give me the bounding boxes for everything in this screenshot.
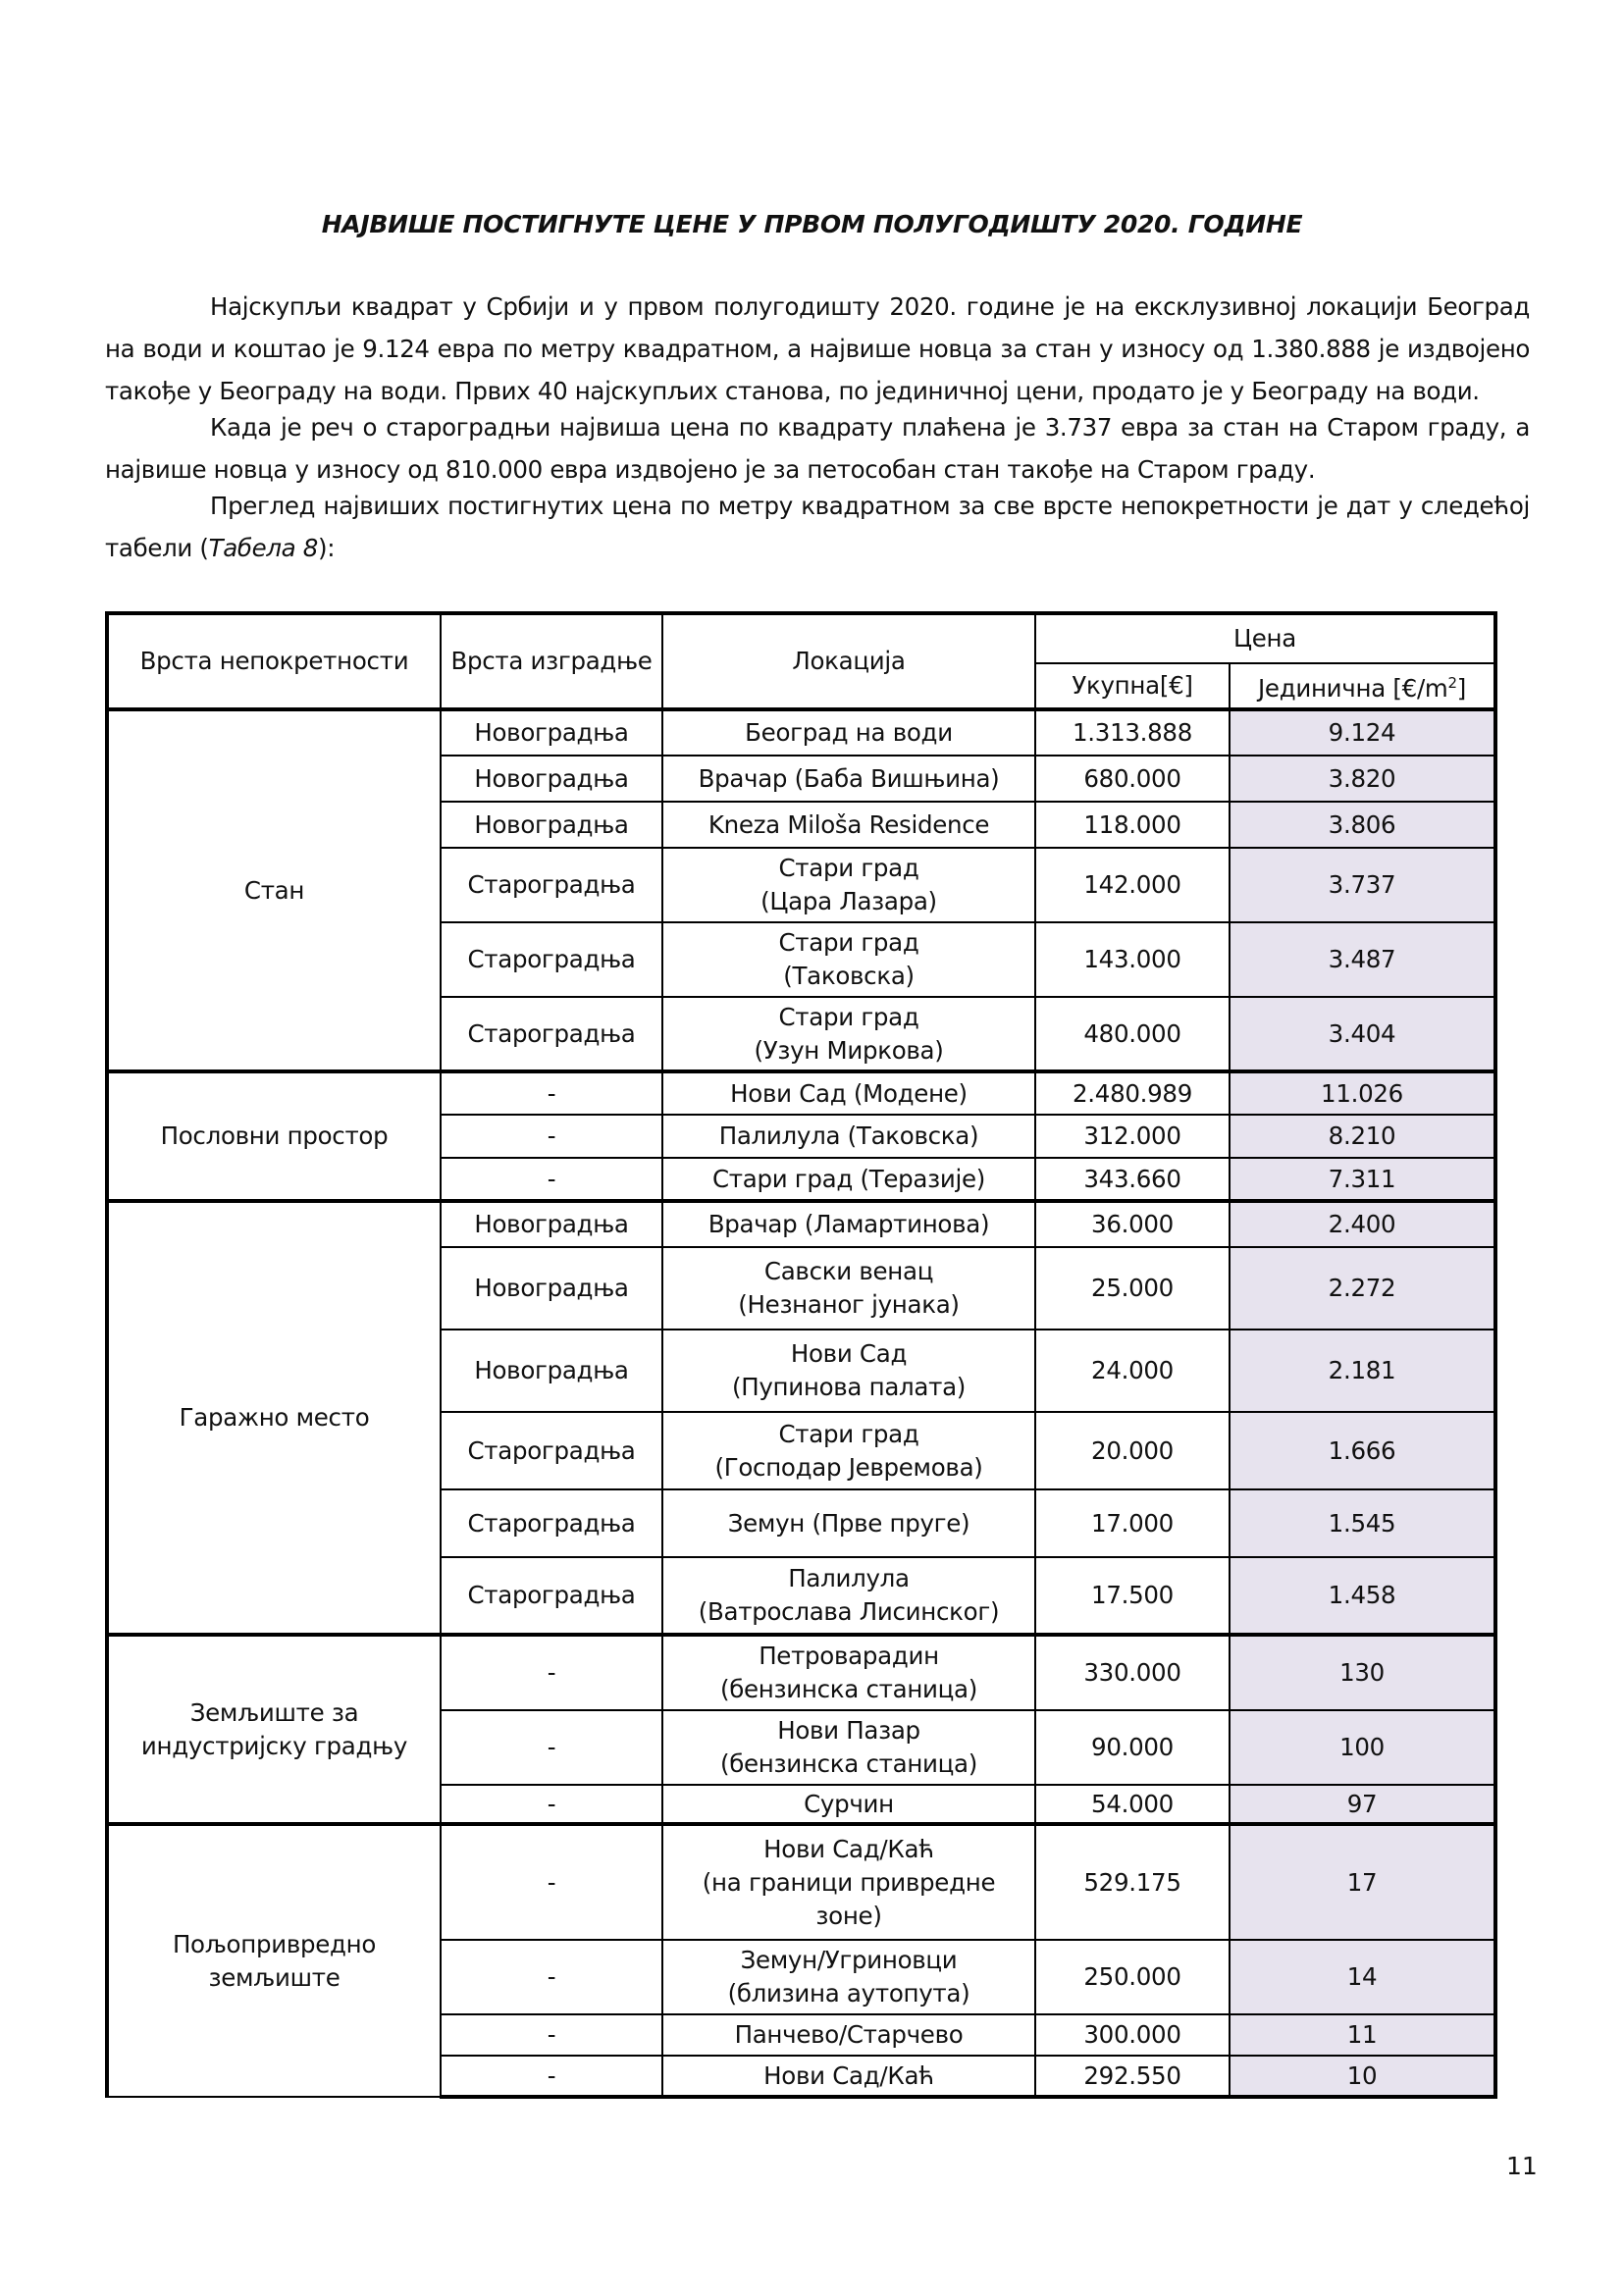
unit-price-cell: 3.820: [1230, 756, 1495, 802]
construction-cell: Староградња: [441, 1412, 662, 1489]
location-cell-line: (на граници привредне: [702, 1867, 996, 1897]
total-price-cell: 17.500: [1035, 1557, 1230, 1635]
location-cell-line: Стари град: [778, 1419, 919, 1448]
header-unit: [1230, 663, 1495, 709]
location-cell: [662, 1635, 1035, 1710]
construction-cell: Новоградња: [441, 709, 662, 756]
location-cell: Сурчин: [662, 1785, 1035, 1824]
construction-cell: Староградња: [441, 1489, 662, 1557]
construction-cell: -: [441, 1158, 662, 1201]
location-cell-line: Нови Сад/Каћ: [763, 1834, 934, 1863]
location-cell-line: (Узун Миркова): [754, 1035, 944, 1065]
total-price-cell: 54.000: [1035, 1785, 1230, 1824]
construction-cell: -: [441, 2014, 662, 2056]
table-row: [107, 1635, 1495, 1710]
location-cell: [662, 1330, 1035, 1412]
total-price-cell: 529.175: [1035, 1824, 1230, 1940]
total-price-cell: 330.000: [1035, 1635, 1230, 1710]
unit-price-cell: 9.124: [1230, 709, 1495, 756]
total-price-cell: 2.480.989: [1035, 1071, 1230, 1115]
location-cell-line: (Пупинова палата): [731, 1373, 967, 1401]
construction-cell: Староградња: [441, 997, 662, 1071]
total-price-cell: 25.000: [1035, 1247, 1230, 1330]
construction-cell: -: [441, 1115, 662, 1158]
location-cell: [662, 922, 1035, 997]
construction-cell: -: [441, 1785, 662, 1824]
location-cell-line: (бензинска станица): [719, 1675, 978, 1703]
location-cell: Нови Сад (Модене): [662, 1071, 1035, 1115]
location-cell-line: (Ватрослава Лисинског): [698, 1597, 1000, 1626]
construction-cell: Новоградња: [441, 1201, 662, 1247]
location-cell-line: (Цара Лазара): [760, 887, 937, 915]
location-cell: [662, 997, 1035, 1071]
location-cell: Панчево/Старчево: [662, 2014, 1035, 2056]
paragraph-3-text: Преглед највиших постигнутих цена по метру квадратном за све врсте непокретности је дат у следећој табели (: [105, 492, 1530, 562]
location-cell-line: Савски венац: [763, 1257, 934, 1285]
unit-price-cell: 14: [1230, 1940, 1495, 2014]
location-cell-line: Стари град: [778, 1002, 919, 1031]
location-cell: [662, 1247, 1035, 1330]
unit-price-cell: 3.806: [1230, 802, 1495, 848]
location-cell: Земун (Прве пруге): [662, 1489, 1035, 1557]
unit-price-cell: 3.737: [1230, 848, 1495, 922]
unit-price-cell: 10: [1230, 2056, 1495, 2097]
construction-cell: Новоградња: [441, 1247, 662, 1330]
unit-price-cell: 2.181: [1230, 1330, 1495, 1412]
paragraph-1: Најскупљи квадрат у Србији и у првом полугодишту 2020. године је на ексклузивној локацији Београд на води и коштао је 9.124 евра по метру квадратном, а највише новца за стан у износу од 1.380.888 је издвојено такође у Београду на води. Првих 40 најскупљих станова, по јединичној цени, продато је у Београду на води.: [105, 292, 1530, 405]
unit-price-cell: 3.404: [1230, 997, 1495, 1071]
location-cell-line: Нови Сад: [790, 1339, 908, 1368]
location-cell: [662, 848, 1035, 922]
total-price-cell: 142.000: [1035, 848, 1230, 922]
location-cell: [662, 1412, 1035, 1489]
total-price-cell: 17.000: [1035, 1489, 1230, 1557]
total-price-cell: 292.550: [1035, 2056, 1230, 2097]
property-type-cell: Пословни простор: [107, 1071, 441, 1201]
total-price-cell: 24.000: [1035, 1330, 1230, 1412]
unit-price-cell: 1.458: [1230, 1557, 1495, 1635]
header-unit-sup: 2: [1447, 673, 1457, 692]
header-total: Укупна[€]: [1035, 663, 1230, 709]
construction-cell: Староградња: [441, 922, 662, 997]
location-cell: [662, 1824, 1035, 1940]
header-unit-text: Јединична [€/m: [1258, 674, 1448, 704]
construction-cell: Новоградња: [441, 802, 662, 848]
location-cell-line: Палилула: [788, 1564, 910, 1592]
unit-price-cell: 17: [1230, 1824, 1495, 1940]
construction-cell: -: [441, 1710, 662, 1785]
location-cell: Стари град (Теразије): [662, 1158, 1035, 1201]
total-price-cell: 680.000: [1035, 756, 1230, 802]
location-cell-line: (бензинска станица): [719, 1749, 978, 1778]
unit-price-cell: 11.026: [1230, 1071, 1495, 1115]
table-row: [107, 1824, 1495, 1940]
table-row: [107, 709, 1495, 756]
total-price-cell: 118.000: [1035, 802, 1230, 848]
prices-table: [105, 611, 1497, 2099]
location-cell-line: (Господар Јевремова): [714, 1452, 983, 1482]
location-cell: [662, 1940, 1035, 2014]
total-price-cell: 143.000: [1035, 922, 1230, 997]
construction-cell: -: [441, 2056, 662, 2097]
unit-price-cell: 7.311: [1230, 1158, 1495, 1201]
location-cell: [662, 1557, 1035, 1635]
location-cell: Београд на води: [662, 709, 1035, 756]
location-cell: Палилула (Таковска): [662, 1115, 1035, 1158]
table-body: [107, 709, 1495, 2097]
header-price: Цена: [1035, 613, 1495, 663]
location-cell: Нови Сад/Каћ: [662, 2056, 1035, 2097]
total-price-cell: 20.000: [1035, 1412, 1230, 1489]
unit-price-cell: 100: [1230, 1710, 1495, 1785]
header-unit-close: ]: [1456, 674, 1466, 704]
location-cell-line: Земун/Угриновци: [740, 1946, 958, 1974]
page-title: НАЈВИШЕ ПОСТИГНУТЕ ЦЕНЕ У ПРВОМ ПОЛУГОДИШТУ 2020. ГОДИНЕ: [321, 210, 1303, 238]
total-price-cell: 312.000: [1035, 1115, 1230, 1158]
construction-cell: Новоградња: [441, 1330, 662, 1412]
total-price-cell: 250.000: [1035, 1940, 1230, 2014]
total-price-cell: 480.000: [1035, 997, 1230, 1071]
property-type-cell: [107, 1635, 441, 1824]
construction-cell: -: [441, 1940, 662, 2014]
construction-cell: -: [441, 1071, 662, 1115]
location-cell-line: (Незнаног јунака): [738, 1290, 960, 1319]
construction-cell: -: [441, 1635, 662, 1710]
property-type-cell: Стан: [107, 709, 441, 1071]
paragraph-3: [105, 485, 1530, 569]
unit-price-cell: 2.272: [1230, 1247, 1495, 1330]
paragraph-3-end: ):: [318, 534, 336, 562]
location-cell: Врачар (Баба Вишњина): [662, 756, 1035, 802]
total-price-cell: 343.660: [1035, 1158, 1230, 1201]
construction-cell: Староградња: [441, 848, 662, 922]
unit-price-cell: 2.400: [1230, 1201, 1495, 1247]
location-cell-line: зоне): [815, 1901, 882, 1930]
table-row: [107, 1201, 1495, 1247]
unit-price-cell: 3.487: [1230, 922, 1495, 997]
location-cell-line: Стари град: [778, 928, 919, 957]
unit-price-cell: 1.545: [1230, 1489, 1495, 1557]
construction-cell: -: [441, 1824, 662, 1940]
location-cell-line: Нови Пазар: [777, 1716, 920, 1745]
paragraph-2: Када је реч о староградњи највиша цена по квадрату плаћена је 3.737 евра за стан на Старом граду, а највише новца у износу од 810.000 евра издвојено је за петособан стан такође на Старом граду.: [105, 413, 1530, 484]
header-property-type: Врста непокретности: [107, 613, 441, 709]
unit-price-cell: 1.666: [1230, 1412, 1495, 1489]
header-construction-type: Врста изградње: [441, 613, 662, 709]
page-number: 11: [1506, 2152, 1538, 2180]
property-type-cell: [107, 1824, 441, 2097]
property-type-cell-line: Земљиште за: [189, 1697, 359, 1727]
total-price-cell: 300.000: [1035, 2014, 1230, 2056]
unit-price-cell: 97: [1230, 1785, 1495, 1824]
property-type-cell-line: Пољопривредно: [172, 1929, 377, 1958]
location-cell-line: (Таковска): [783, 962, 915, 990]
location-cell: Врачар (Ламартинова): [662, 1201, 1035, 1247]
location-cell-line: Стари град: [778, 854, 919, 882]
unit-price-cell: 8.210: [1230, 1115, 1495, 1158]
location-cell: [662, 1710, 1035, 1785]
construction-cell: Новоградња: [441, 756, 662, 802]
construction-cell: Староградња: [441, 1557, 662, 1635]
location-cell: Kneza Miloša Residence: [662, 802, 1035, 848]
property-type-cell: Гаражно место: [107, 1201, 441, 1635]
header-location: Локација: [662, 613, 1035, 709]
property-type-cell-line: земљиште: [208, 1962, 341, 1992]
total-price-cell: 36.000: [1035, 1201, 1230, 1247]
table-row: [107, 1071, 1495, 1115]
location-cell-line: (близина аутопута): [727, 1979, 970, 2008]
unit-price-cell: 11: [1230, 2014, 1495, 2056]
location-cell-line: Петроварадин: [759, 1642, 939, 1670]
table-reference: Табела 8: [208, 534, 319, 562]
property-type-cell-line: индустријску градњу: [140, 1731, 408, 1760]
total-price-cell: 90.000: [1035, 1710, 1230, 1785]
total-price-cell: 1.313.888: [1035, 709, 1230, 756]
unit-price-cell: 130: [1230, 1635, 1495, 1710]
